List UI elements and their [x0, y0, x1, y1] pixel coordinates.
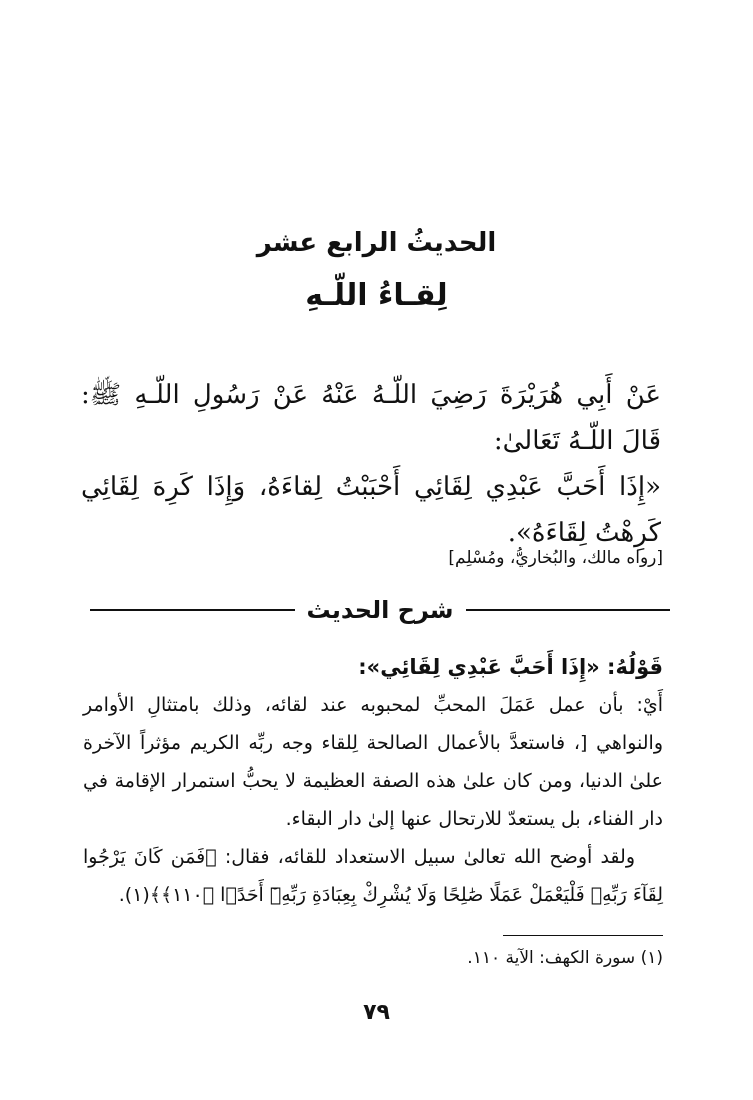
- page-number: ٧٩: [363, 1000, 390, 1025]
- section-header: [90, 590, 670, 630]
- commentary-paragraph: أَيْ: بأن عمل عَمَلَ المحبِّ لمحبوبه عند لقائه، وذلك بامتثالِ الأوامر والنواهي [، فاستعدَّ بالأعمال الصالحة لِلقاء وجه ربِّه الكريم مؤثراً الآخرة علىٰ الدنيا، ومن كان علىٰ هذه الصفة العظيمة لا يحبُّ استمرار الإقامة في دار الفناء، بل يستعدّ للارتحال عنها إلىٰ دار البقاء.: [83, 694, 663, 830]
- section-divider-right: [466, 609, 671, 611]
- section-title: شرح الحديث: [306, 596, 454, 624]
- chapter-title: الحديثُ الرابع عشر: [256, 228, 497, 258]
- hadith-source: [رواه مالك، والبُخاريُّ، ومُسْلِم]: [448, 548, 663, 568]
- commentary: [83, 648, 663, 914]
- section-divider-left: [90, 609, 295, 611]
- footnote: (١) سورة الكهف: الآية ١١٠.: [467, 948, 663, 968]
- chapter-subtitle: لِقـاءُ اللّـهِ: [305, 278, 448, 313]
- commentary-paragraph-quran: ولقد أوضح الله تعالىٰ سبيل الاستعداد للقائه، فقال: ﴿فَمَن كَانَ يَرْجُوا لِقَآءَ رَبِّهِۦ فَلْيَعْمَلْ عَمَلًا صَٰلِحًا وَلَا يُشْرِكْ بِعِبَادَةِ رَبِّهِۦٓ أَحَدًۢا ﴿١١٠﴾﴾(١).: [83, 846, 663, 906]
- hadith-chain: عَنْ أَبِي هُرَيْرَةَ رَضِيَ اللّـهُ عَنْهُ عَنْ رَسُولِ اللّـهِ ﷺ: قَالَ اللّـهُ تَعَالىٰ:: [81, 380, 661, 456]
- hadith-matn: «إِذَا أَحَبَّ عَبْدِي لِقَائِي أَحْبَبْتُ لِقاءَهُ، وَإِذَا كَرِهَ لِقَائِي كَرِهْتُ لِقَاءَهُ».: [81, 472, 661, 548]
- hadith-text: [81, 372, 661, 556]
- footnote-divider: [503, 935, 663, 936]
- commentary-lead: قَوْلُهُ: «إِذَا أَحَبَّ عَبْدِي لِقَائِي»:: [358, 655, 663, 679]
